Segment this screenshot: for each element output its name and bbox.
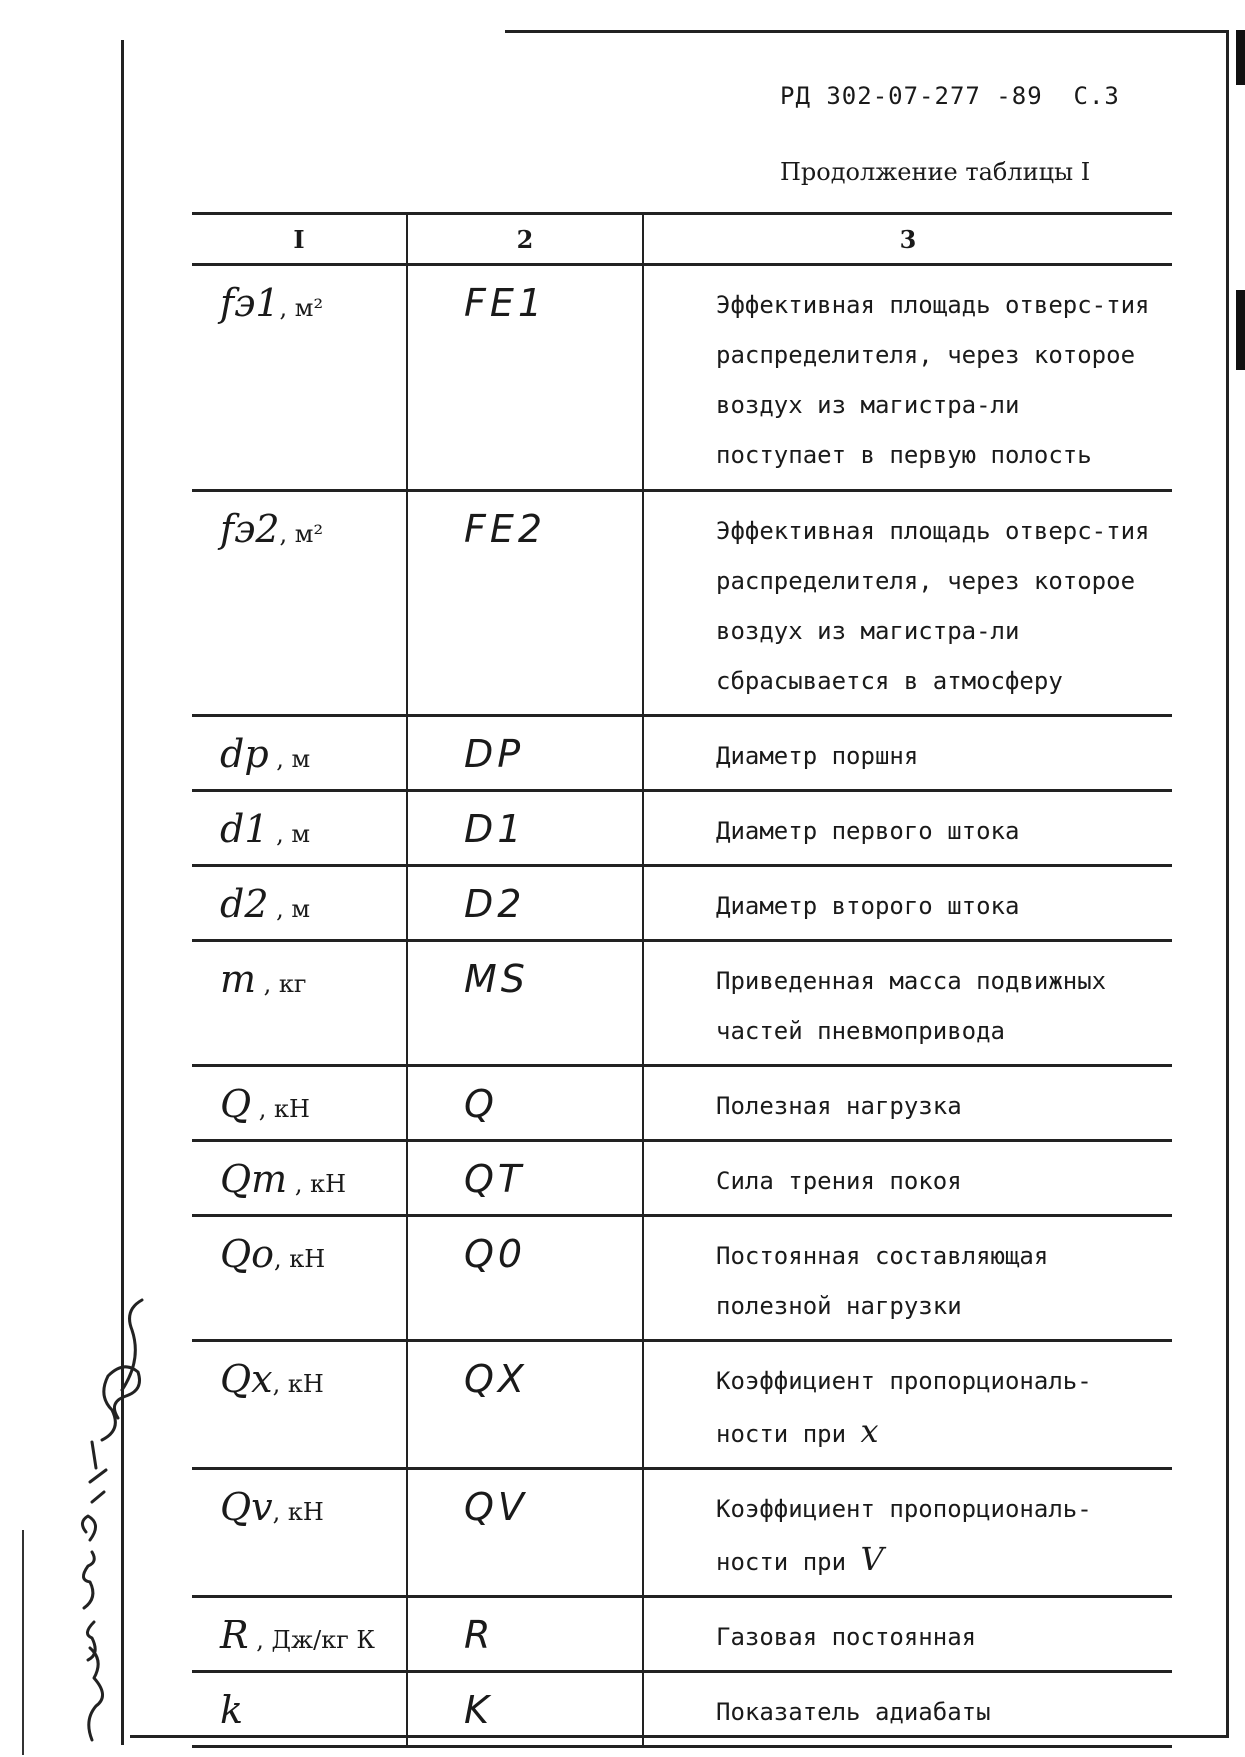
- code-cell: MS: [464, 957, 529, 1001]
- symbol-cell: d1 , м: [220, 807, 311, 851]
- symbol-cell: Qo, кН: [220, 1232, 326, 1276]
- code-cell: D2: [464, 882, 526, 926]
- edge-mark: [1236, 30, 1245, 85]
- column-header: 3: [643, 214, 1172, 265]
- description-cell: Коэффициент пропорциональ-ности при x: [716, 1367, 1092, 1450]
- symbol-cell: Qv, кН: [220, 1485, 324, 1529]
- table-row: [192, 1141, 1172, 1216]
- description-cell: Эффективная площадь отверс-тия распределителя, через которое воздух из магистра-ли поступает в первую полость: [716, 291, 1150, 469]
- description-cell: Газовая постоянная: [716, 1623, 977, 1651]
- description-cell: Диаметр второго штока: [716, 892, 1020, 920]
- code-cell: FE1: [464, 281, 547, 325]
- symbol-cell: dp , м: [220, 732, 311, 776]
- table-continuation-title: Продолжение таблицы I: [780, 158, 1091, 186]
- description-cell: Полезная нагрузка: [716, 1092, 962, 1120]
- table-row: [192, 1341, 1172, 1469]
- frame-right-line: [1226, 30, 1229, 1737]
- code-cell: FE2: [464, 507, 547, 551]
- edge-mark: [1236, 290, 1245, 370]
- table-header-row: [192, 214, 1172, 265]
- table-row: [192, 716, 1172, 791]
- description-cell: Приведенная масса подвижных частей пневмопривода: [716, 967, 1107, 1045]
- column-header: 2: [407, 214, 643, 265]
- description-cell: Эффективная площадь отверс-тия распределителя, через которое воздух из магистра-ли сбрасывается в атмосферу: [716, 517, 1150, 695]
- table-row: [192, 1597, 1172, 1672]
- description-cell: Диаметр первого штока: [716, 817, 1020, 845]
- code-cell: Q0: [464, 1232, 527, 1276]
- description-cell: Постоянная составляющая полезной нагрузки: [716, 1242, 1049, 1320]
- code-cell: K: [464, 1688, 493, 1732]
- column-header: I: [192, 214, 407, 265]
- table-row: [192, 491, 1172, 716]
- description-cell: Сила трения покоя: [716, 1167, 962, 1195]
- description-cell: Диаметр поршня: [716, 742, 919, 770]
- table-row: [192, 941, 1172, 1066]
- symbol-cell: Q , кН: [220, 1082, 310, 1126]
- table-row: [192, 265, 1172, 491]
- code-cell: D1: [464, 807, 526, 851]
- symbol-cell: m , кг: [220, 957, 307, 1001]
- symbol-cell: R , Дж/кг К: [220, 1613, 375, 1657]
- symbol-cell: fэ1, м²: [220, 281, 324, 325]
- table-row: [192, 791, 1172, 866]
- table-row: [192, 1216, 1172, 1341]
- code-cell: DP: [464, 732, 525, 776]
- parameters-table: [192, 212, 1172, 1748]
- symbol-cell: k: [220, 1688, 244, 1732]
- table-row: [192, 1672, 1172, 1747]
- code-cell: QT: [464, 1157, 526, 1201]
- table-row: [192, 1469, 1172, 1597]
- table-row: [192, 1066, 1172, 1141]
- description-cell: Коэффициент пропорциональ-ности при V: [716, 1495, 1092, 1578]
- code-cell: QV: [464, 1485, 528, 1529]
- code-cell: R: [464, 1613, 495, 1657]
- document-code: РД 302-07-277 -89 С.3: [780, 82, 1120, 110]
- symbol-cell: Qx, кН: [220, 1357, 324, 1401]
- frame-top-line: [505, 30, 1229, 33]
- description-cell: Показатель адиабаты: [716, 1698, 991, 1726]
- table-row: [192, 866, 1172, 941]
- code-cell: QX: [464, 1357, 528, 1401]
- symbol-cell: d2 , м: [220, 882, 311, 926]
- symbol-cell: fэ2, м²: [220, 507, 324, 551]
- code-cell: Q: [464, 1082, 498, 1126]
- symbol-cell: Qт , кН: [220, 1157, 347, 1201]
- margin-line: [22, 1530, 24, 1755]
- handwritten-stamp: [62, 1290, 172, 1750]
